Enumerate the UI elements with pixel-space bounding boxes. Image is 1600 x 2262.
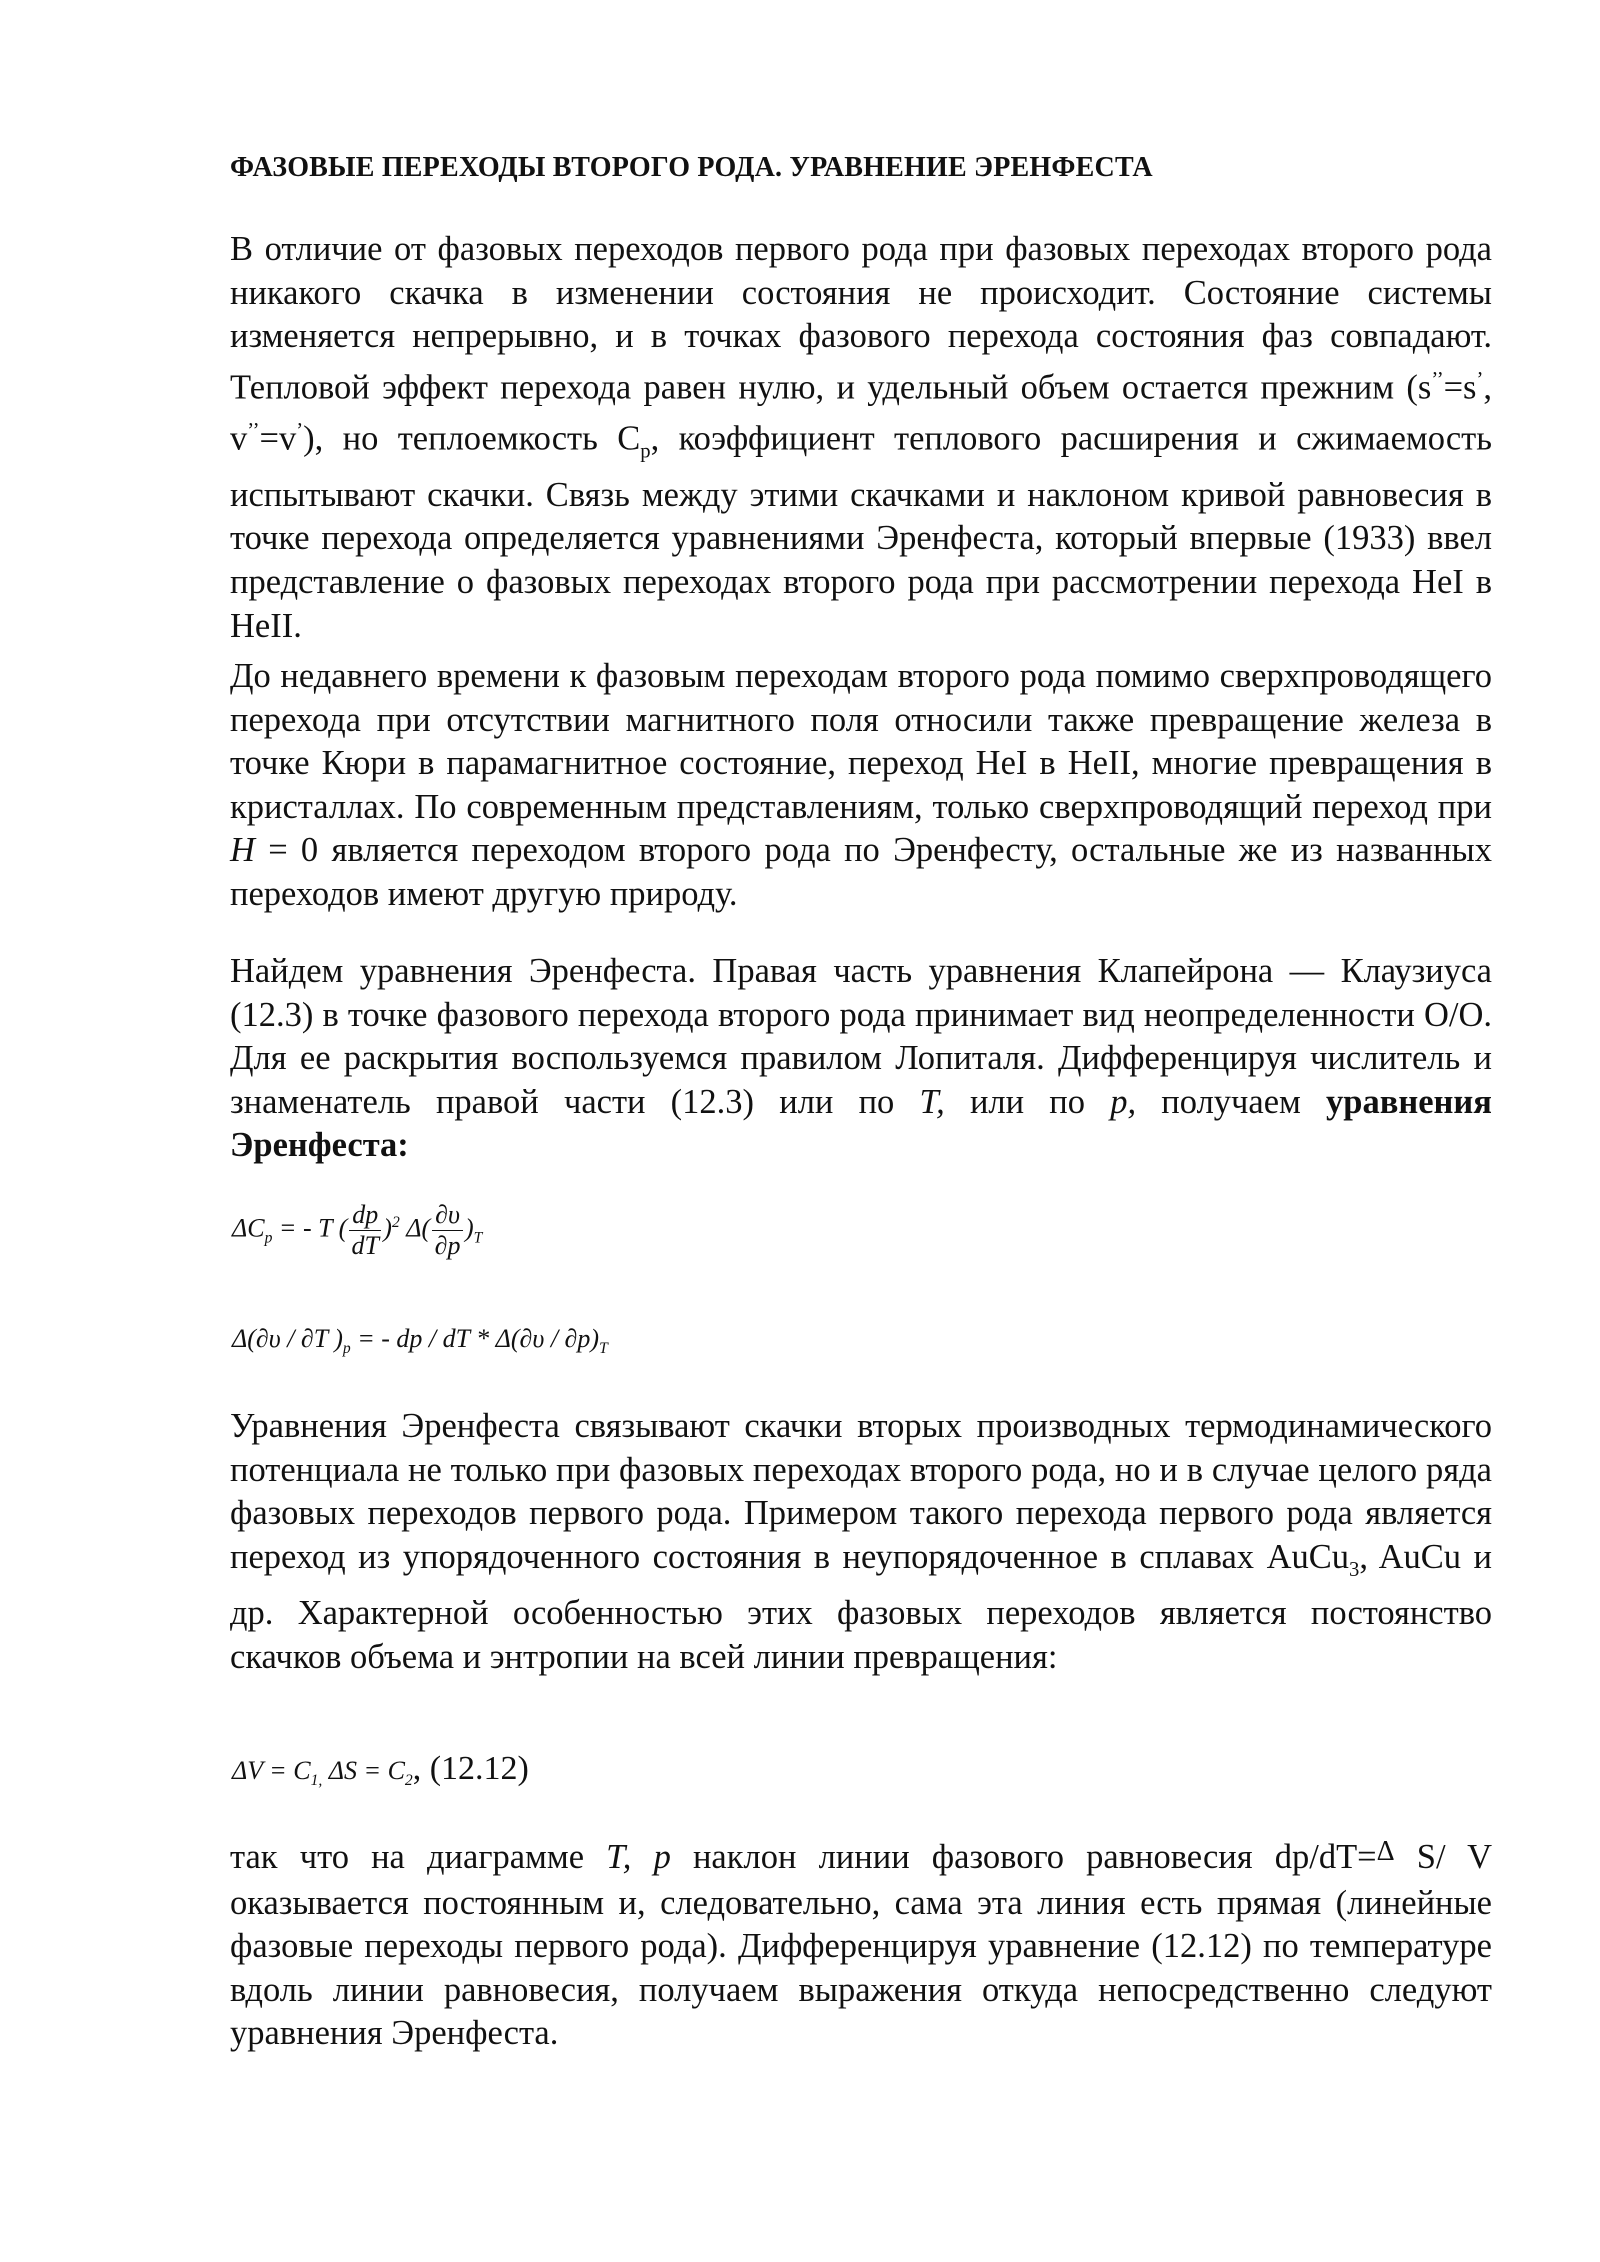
p5-tp-symbols: T, p — [606, 1838, 671, 1876]
p1-sup-2: ’ — [1476, 368, 1484, 391]
paragraph-1 — [230, 228, 1492, 648]
eq1-num-1: dp — [349, 1200, 381, 1231]
paragraph-4 — [230, 1405, 1492, 1679]
eq1-lhs-sub: p — [264, 1229, 273, 1247]
p1-sup-3: ’’ — [247, 419, 260, 442]
eq1-fraction-1 — [349, 1200, 381, 1261]
paragraph-2 — [230, 655, 1492, 917]
eq3-number: , (12.12) — [412, 1750, 529, 1787]
document-title: ФАЗОВЫЕ ПЕРЕХОДЫ ВТОРОГО РОДА. УРАВНЕНИЕ ЭРЕНФЕСТА — [230, 152, 1153, 183]
eq1-lhs: ΔC — [232, 1213, 265, 1243]
p1-sup-4: ’ — [296, 419, 304, 442]
eq1-eq: = - T ( — [272, 1213, 348, 1243]
p5-delta-symbol: Δ — [1376, 1836, 1395, 1867]
paragraph-3 — [230, 950, 1492, 1168]
eq2-sub-2: T — [599, 1340, 608, 1358]
eq1-den-2: ∂p — [434, 1231, 461, 1260]
eq3-sub-1: 1, — [310, 1772, 323, 1790]
equation-2 — [232, 1324, 608, 1358]
paragraph-5 — [230, 1836, 1492, 2056]
eq1-num-2: ∂υ — [432, 1200, 463, 1231]
p5-text-a: так что на диаграмме — [230, 1838, 607, 1876]
eq1-delta: Δ( — [399, 1213, 431, 1243]
p1-text-d: =v — [259, 419, 297, 458]
eq2-text-a: Δ(∂υ / ∂T ) — [232, 1324, 343, 1353]
eq1-fraction-2 — [432, 1200, 463, 1261]
p3-text-a: Найдем уравнения Эренфеста. Правая часть уравнения Клапейрона — Клаузиуса (12.3) в точке фазового перехода второго рода принимает вид неопределенности О/О. Для ее раскрытия воспользуемся правилом Лопиталя. Дифференцируя числитель и знаменатель правой части (12.3) или по — [230, 952, 1492, 1121]
p4-text-b: , AuCu и др. Характерной особенностью этих фазовых переходов является постоянство скачков объема и энтропии на всей линии превращения: — [230, 1537, 1492, 1676]
p5-text-b: наклон линии фазового равновесия dp/dT= — [670, 1838, 1377, 1876]
p1-sup-1: ’’ — [1431, 368, 1444, 391]
p5-text-c: S/ V оказывается постоянным и, следовательно, сама эта линия есть прямая (линейные фазовые переходы первого рода). Дифференцируя уравнение (12.12) по температуре вдоль линии равновесия, получаем выражения откуда непосредственно следуют уравнения Эренфеста. — [230, 1838, 1492, 2053]
eq1-den-1: dT — [351, 1231, 379, 1260]
p3-p-symbol: p, — [1110, 1082, 1137, 1121]
eq3-text-a: ΔV = C — [232, 1756, 311, 1785]
eq1-end: ) — [464, 1213, 474, 1243]
eq1-mid: ) — [383, 1213, 392, 1243]
eq2-sub-1: p — [342, 1340, 351, 1358]
p3-bold-text: уравнения Эренфеста: — [230, 1082, 1492, 1165]
p2-text-b: = 0 является переходом второго рода по Эренфесту, остальные же из названных переходов имеют другую природу. — [230, 831, 1492, 913]
eq3-text-b: ΔS = C — [322, 1756, 405, 1785]
equation-1 — [232, 1200, 482, 1261]
p2-text-a: До недавнего времени к фазовым переходам второго рода помимо сверхпроводящего перехода при отсутствии магнитного поля относили также превращение железа в точке Кюри в парамагнитное состояние, переход HeI в HeII, многие превращения в кристаллах. По современным представлениям, только сверхпроводящий переход при — [230, 657, 1492, 826]
p3-t-symbol: T, — [919, 1082, 945, 1121]
p4-text-a: Уравнения Эренфеста связывают скачки вторых производных термодинамического потенциала не только при фазовых переходах второго рода, но и в случае целого ряда фазовых переходов первого рода. Примером такого перехода первого рода является переход из упорядоченного состояния в неупорядоченное в сплавах AuCu — [230, 1407, 1492, 1576]
equation-3 — [232, 1750, 529, 1790]
eq3-sub-2: 2 — [404, 1772, 413, 1790]
p1-text-e: ), но теплоемкость C — [303, 419, 641, 458]
p1-sub-1: p — [640, 440, 651, 463]
p1-text-f: , коэффициент теплового расширения и сжимаемость испытывают скачки. Связь между этими скачками и наклоном кривой равновесия в точке перехода определяется уравнениями Эренфеста, который впервые (1933) ввел представление о фазовых переходах второго рода при рассмотрении перехода HeI в HeII. — [230, 419, 1492, 645]
p1-text-b: =s — [1443, 368, 1477, 407]
p4-sub: 3 — [1349, 1558, 1360, 1581]
eq1-power: 2 — [391, 1213, 400, 1231]
eq1-end-sub: T — [473, 1229, 483, 1247]
p1-text-c: , v — [230, 368, 1492, 458]
p2-h-symbol: H — [230, 831, 255, 870]
eq2-text-b: = - dp / dT * Δ(∂υ / ∂p) — [350, 1324, 600, 1353]
p3-text-c: получаем — [1136, 1082, 1327, 1121]
p3-text-b: или по — [944, 1082, 1111, 1121]
p1-text-a: В отличие от фазовых переходов первого рода при фазовых переходах второго рода никакого скачка в изменении состояния не происходит. Состояние системы изменяется непрерывно, и в точках фазового перехода состояния фаз совпадают. Тепловой эффект перехода равен нулю, и удельный объем остается прежним (s — [230, 230, 1492, 407]
